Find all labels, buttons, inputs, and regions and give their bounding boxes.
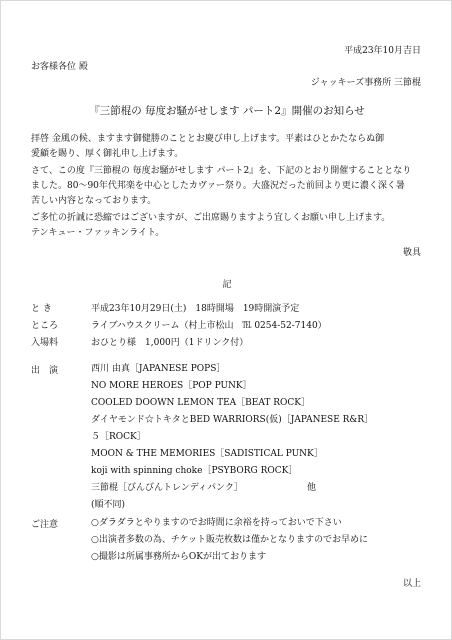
performers-list bbox=[91, 363, 373, 516]
list-item bbox=[91, 482, 373, 499]
document-title: 『三節棍の 毎度お騒がせします パート2』開催のお知らせ bbox=[89, 105, 365, 117]
list-item: COOLED DOOWN LEMON TEA［BEAT ROCK］ bbox=[91, 398, 310, 408]
detail-value: ライブハウスクリーム（村上市松山 ℡ 0254-52-7140） bbox=[91, 321, 327, 331]
performer-name: 三節棍［びんびんトレンディパンク］ bbox=[91, 483, 243, 493]
list-item: NO MORE HEROES［POP PUNK］ bbox=[91, 381, 252, 391]
detail-value: おひとり様 1,000円（1ドリンク付） bbox=[91, 338, 249, 348]
text-line: 拝啓 金風の候、ますます御健勝のこととお慶び申し上げます。平素はひとかたならぬ御 bbox=[31, 134, 385, 144]
end-word: 以上 bbox=[402, 579, 421, 589]
sender: ジャッキーズ事務所 三節棍 bbox=[310, 78, 421, 88]
request-paragraph bbox=[31, 211, 423, 241]
text-line: 苦しい内容となっております。 bbox=[31, 196, 157, 206]
list-item: ○ダラダラとやりますのでお時間に余裕を持っておいで下さい bbox=[91, 518, 342, 528]
list-item: ダイヤモンド☆トキタとBED WARRIORS(仮)［JAPANESE R&R］ bbox=[91, 415, 374, 425]
closing-word: 敬具 bbox=[402, 248, 421, 258]
list-item: (順不同) bbox=[91, 500, 126, 510]
list-item: koji with spinning choke［PSYBORG ROCK］ bbox=[91, 466, 298, 476]
text-line: さて、この度『三節棍の 毎度お騒がせします パート2』を、下記のとおり開催することとなり bbox=[31, 166, 412, 176]
list-item: 西川 由真［JAPANESE POPS］ bbox=[91, 364, 226, 374]
text-line: テンキュー・ファッキンライト。 bbox=[31, 228, 165, 238]
issue-date: 平成23年10月吉日 bbox=[344, 46, 421, 56]
notes-list bbox=[91, 517, 368, 568]
list-item: ○出演者多数の為、チケット販売枚数は僅かとなりますのでお早めに bbox=[91, 535, 369, 545]
ki-heading: 記 bbox=[222, 280, 232, 290]
list-item: ○撮影は所属事務所からOKが出ております bbox=[91, 552, 266, 562]
detail-label: と き bbox=[31, 304, 52, 314]
announcement-paragraph bbox=[31, 164, 423, 209]
detail-label: 入場料 bbox=[31, 338, 59, 348]
detail-label: ところ bbox=[31, 321, 59, 331]
text-line: 愛顧を賜り、厚く御礼申し上げます。 bbox=[31, 149, 184, 159]
recipient: お客様各位 殿 bbox=[31, 62, 88, 72]
list-item: MOON & THE MEMORIES［SADISTICAL PUNK］ bbox=[91, 449, 323, 459]
list-item: ５［ROCK］ bbox=[91, 432, 146, 442]
text-line: ました。80～90年代邦楽を中心としたカヴァー祭り。大盛況だった前回より更に濃く深く暑 bbox=[31, 181, 405, 191]
greeting-paragraph bbox=[31, 132, 423, 162]
others-mark: 他 bbox=[307, 483, 317, 493]
notes-label: ご注意 bbox=[31, 520, 59, 530]
detail-value: 平成23年10月29日(土) 18時開場 19時開演予定 bbox=[91, 304, 300, 314]
performers-label: 出 演 bbox=[31, 366, 59, 376]
text-line: ご多忙の折誠に恐縮ではございますが、ご出席賜りますよう宜しくお願い申し上げます。 bbox=[31, 213, 391, 223]
